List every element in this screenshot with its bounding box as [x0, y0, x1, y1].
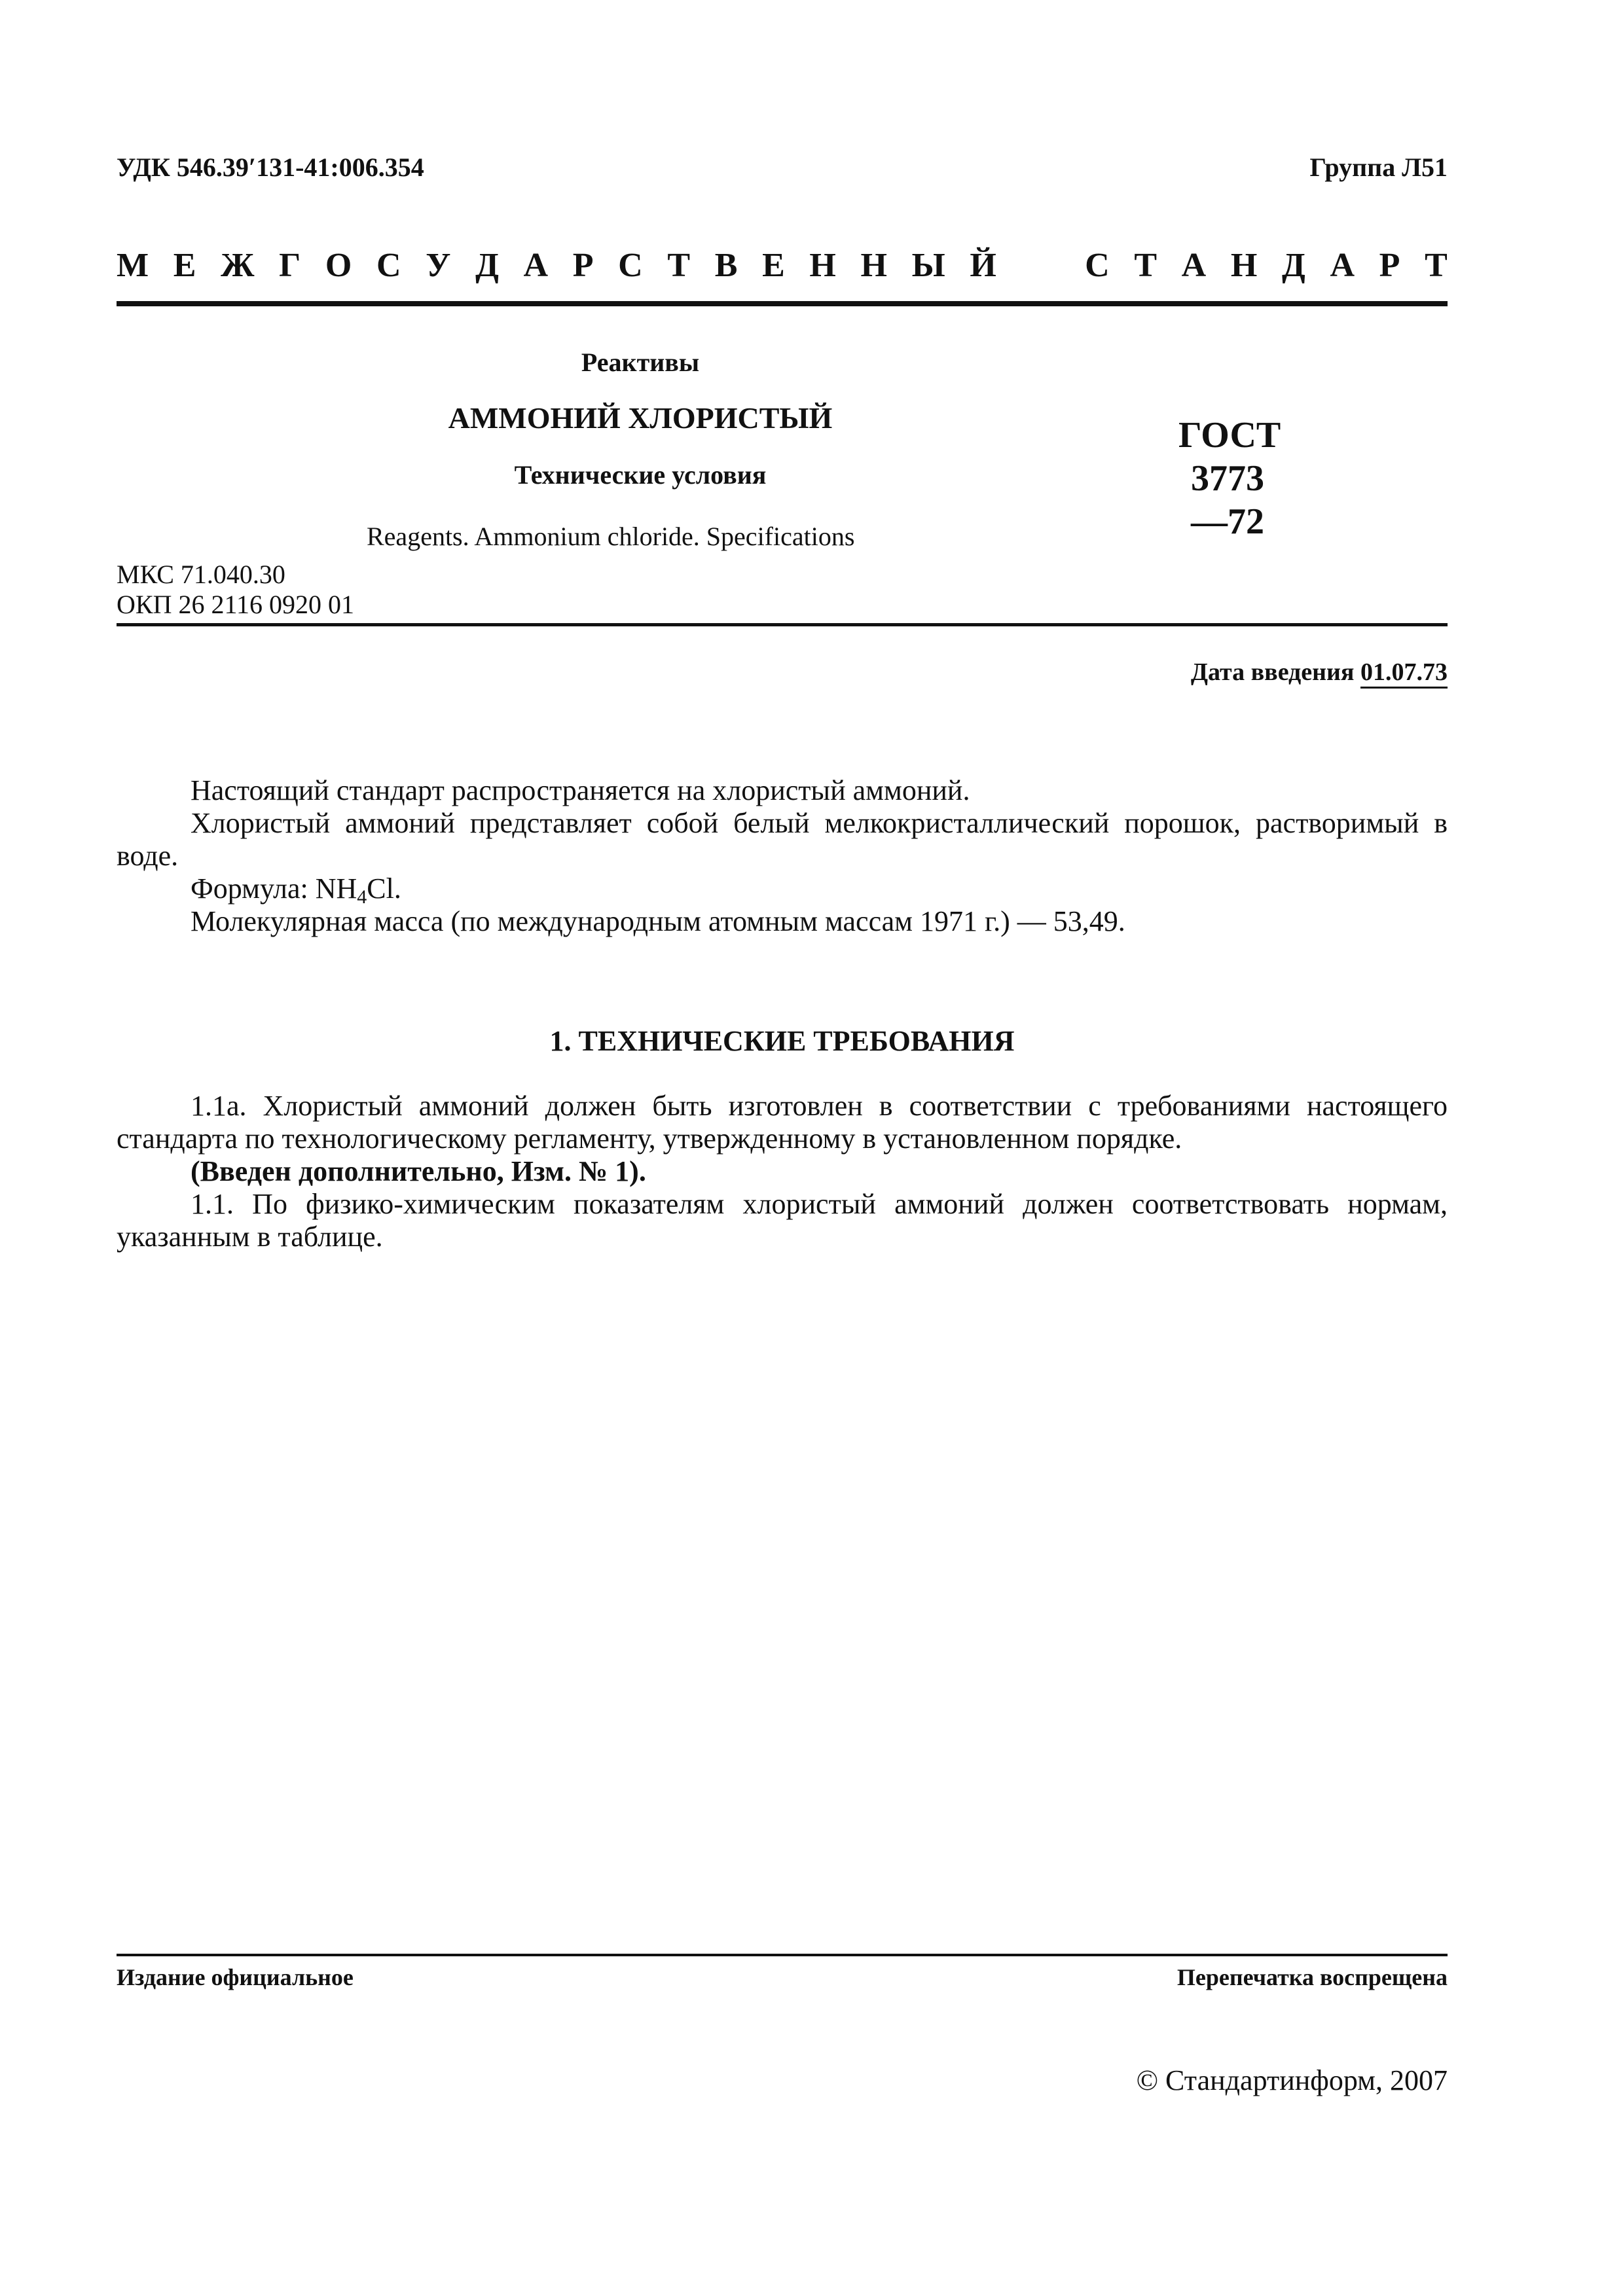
- intro-paragraph-description: Хлористый аммоний представляет собой белый мелкокристаллический порошок, растворимый в воде.: [117, 807, 1448, 872]
- banner-letter: Е: [173, 247, 196, 284]
- gost-designation: [1178, 414, 1281, 543]
- intro-text: [117, 774, 1448, 938]
- banner-letter: А: [1181, 247, 1207, 284]
- banner-letter: О: [325, 247, 352, 284]
- top-thick-rule: [117, 301, 1448, 306]
- banner-letter: В: [714, 247, 738, 284]
- banner-word-gap: [1021, 246, 1060, 285]
- footer-rule: [117, 1954, 1448, 1956]
- banner-letter: Е: [762, 247, 785, 284]
- classification-codes: [117, 560, 354, 620]
- banner-letter: М: [117, 247, 149, 284]
- standard-banner: [117, 246, 1448, 285]
- formula-subscript: 4: [357, 886, 367, 908]
- section-1-heading: 1. ТЕХНИЧЕСКИЕ ТРЕБОВАНИЯ: [549, 1025, 1015, 1057]
- clause-1-1: 1.1. По физико-химическим показателям хлористый аммоний должен соответствовать нормам, указанным в таблице.: [117, 1188, 1448, 1253]
- formula-value: [315, 872, 401, 908]
- document-title: АММОНИЙ ХЛОРИСТЫЙ: [448, 401, 833, 435]
- effective-date: [1191, 658, 1448, 687]
- document-subtitle: Технические условия: [514, 460, 767, 490]
- banner-letter: Ы: [911, 247, 945, 284]
- intro-paragraph-scope: Настоящий стандарт распространяется на хлористый аммоний.: [191, 774, 970, 806]
- copyright-notice: © Стандартинформ, 2007: [1136, 2064, 1448, 2096]
- banner-letter: Т: [1425, 247, 1448, 284]
- banner-letter: Й: [970, 247, 996, 284]
- banner-letter: У: [426, 247, 451, 284]
- formula-label: Формула:: [191, 872, 308, 905]
- official-edition-label: Издание официальное: [117, 1964, 354, 1990]
- banner-letter: С: [618, 247, 643, 284]
- banner-letter: Ж: [221, 247, 255, 284]
- mks-code: МКС 71.040.30: [117, 560, 285, 589]
- banner-letter: Н: [1230, 247, 1258, 284]
- intro-paragraph-molar-mass: Молекулярная масса (по международным атомным массам 1971 г.) — 53,49.: [191, 905, 1125, 937]
- effective-date-label: Дата введения: [1190, 658, 1355, 686]
- banner-letter: Т: [667, 247, 691, 284]
- reprint-prohibited-label: Перепечатка воспрещена: [1176, 1964, 1448, 1990]
- effective-date-value: 01.07.73: [1360, 658, 1448, 686]
- formula-part-nh: NH: [315, 872, 357, 905]
- gost-label: ГОСТ: [1178, 415, 1281, 456]
- amendment-note: (Введен дополнительно, Изм. № 1).: [191, 1155, 646, 1187]
- formula-part-cl: Cl.: [367, 872, 401, 905]
- document-kicker: Реактивы: [581, 348, 700, 377]
- banner-letter: Р: [1379, 247, 1400, 284]
- banner-letter: С: [376, 247, 401, 284]
- banner-letter: С: [1085, 247, 1110, 284]
- banner-letter: Д: [1282, 247, 1305, 284]
- banner-letter: Н: [860, 247, 887, 284]
- gost-number: 3773—72: [1191, 458, 1264, 542]
- english-title: Reagents. Ammonium chloride. Specifications: [367, 522, 855, 551]
- clause-1-1a: 1.1а. Хлористый аммоний должен быть изготовлен в соответствии с требованиями настоящего стандарта по технологическому регламенту, утвержденному в установленном порядке.: [117, 1090, 1448, 1155]
- okp-code: ОКП 26 2116 0920 01: [117, 590, 354, 619]
- banner-letter: Р: [572, 247, 594, 284]
- banner-letter: Д: [475, 247, 499, 284]
- udk-code: УДК 546.39′131-41:006.354: [117, 152, 424, 182]
- section-1-text: [117, 1090, 1448, 1253]
- intro-paragraph-formula: [117, 872, 1448, 908]
- title-block-rule: [117, 623, 1448, 626]
- banner-letter: А: [1330, 247, 1355, 284]
- group-code: Группа Л51: [1309, 152, 1448, 182]
- banner-letter: Т: [1134, 247, 1158, 284]
- banner-letter: Н: [809, 247, 836, 284]
- banner-letter: Г: [279, 247, 301, 284]
- banner-letter: А: [523, 247, 549, 284]
